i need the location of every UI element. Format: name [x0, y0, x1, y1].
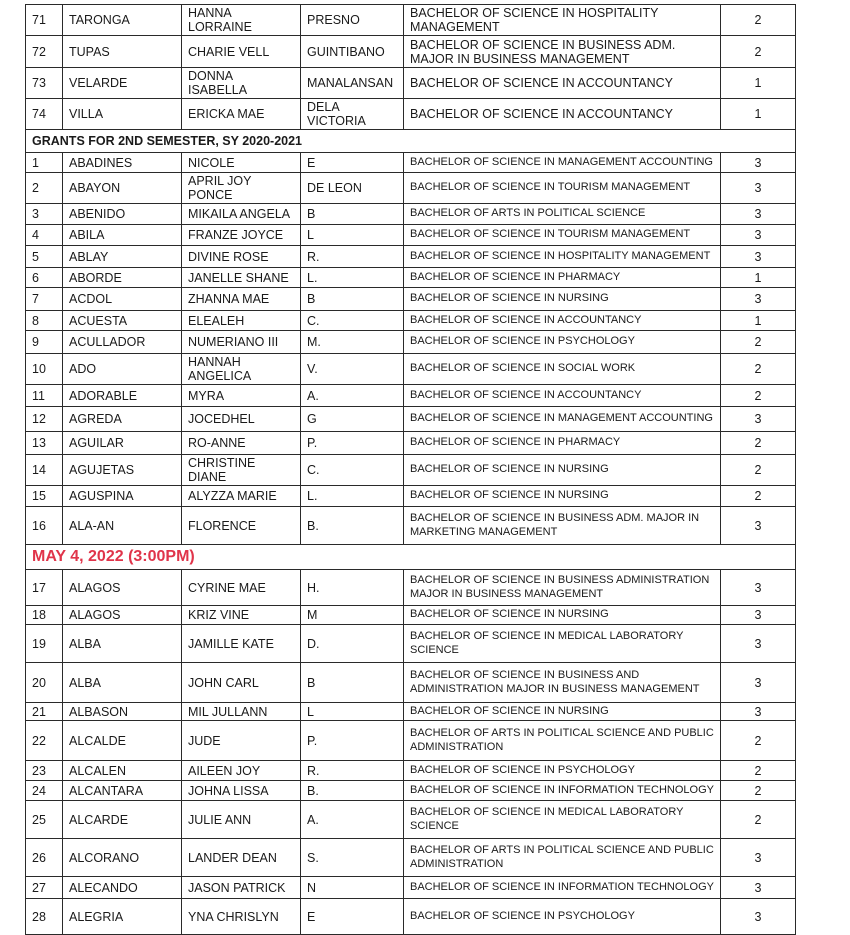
- table-row: [26, 407, 796, 432]
- middle-name-cell: C.: [301, 311, 404, 331]
- first-name-cell: JULIE ANN: [182, 801, 301, 839]
- year-level-cell: 3: [721, 570, 796, 606]
- first-name-cell: KRIZ VINE: [182, 606, 301, 625]
- course-name-cell: BACHELOR OF SCIENCE IN NURSING: [404, 606, 721, 625]
- first-name-cell: RO-ANNE: [182, 432, 301, 455]
- middle-name-cell: H.: [301, 570, 404, 606]
- last-name-cell: ABLAY: [63, 246, 182, 268]
- course-name-cell: BACHELOR OF SCIENCE IN ACCOUNTANCY: [404, 385, 721, 407]
- middle-name-cell: L.: [301, 268, 404, 288]
- row-number-cell: 27: [26, 877, 63, 899]
- last-name-cell: AGUILAR: [63, 432, 182, 455]
- first-name-cell: DONNA ISABELLA: [182, 68, 301, 99]
- middle-name-cell: V.: [301, 354, 404, 385]
- middle-name-cell: B: [301, 204, 404, 225]
- last-name-cell: ACUESTA: [63, 311, 182, 331]
- row-number-cell: 11: [26, 385, 63, 407]
- first-name-cell: APRIL JOY PONCE: [182, 173, 301, 204]
- row-number-cell: 1: [26, 153, 63, 173]
- last-name-cell: ABORDE: [63, 268, 182, 288]
- table-row: [26, 354, 796, 385]
- course-name-cell: BACHELOR OF SCIENCE IN NURSING: [404, 455, 721, 486]
- middle-name-cell: C.: [301, 455, 404, 486]
- course-name-cell: BACHELOR OF SCIENCE IN MANAGEMENT ACCOUNTING: [404, 407, 721, 432]
- middle-name-cell: DE LEON: [301, 173, 404, 204]
- year-level-cell: 3: [721, 877, 796, 899]
- first-name-cell: CYRINE MAE: [182, 570, 301, 606]
- year-level-cell: 3: [721, 225, 796, 246]
- course-name-cell: BACHELOR OF SCIENCE IN MEDICAL LABORATORY SCIENCE: [404, 625, 721, 663]
- row-number-cell: 2: [26, 173, 63, 204]
- last-name-cell: VELARDE: [63, 68, 182, 99]
- course-name-cell: BACHELOR OF SCIENCE IN PHARMACY: [404, 432, 721, 455]
- table-row: [26, 455, 796, 486]
- row-number-cell: 21: [26, 703, 63, 721]
- first-name-cell: JOHNA LISSA: [182, 781, 301, 801]
- first-name-cell: AILEEN JOY: [182, 761, 301, 781]
- row-number-cell: 9: [26, 331, 63, 354]
- table-row: [26, 153, 796, 173]
- middle-name-cell: B: [301, 663, 404, 703]
- table-row: [26, 703, 796, 721]
- grantee-table: [25, 4, 796, 935]
- course-name-cell: BACHELOR OF SCIENCE IN INFORMATION TECHNOLOGY: [404, 781, 721, 801]
- middle-name-cell: PRESNO: [301, 5, 404, 36]
- last-name-cell: ALCALEN: [63, 761, 182, 781]
- last-name-cell: ABENIDO: [63, 204, 182, 225]
- table-row: [26, 173, 796, 204]
- middle-name-cell: A.: [301, 385, 404, 407]
- first-name-cell: ELEALEH: [182, 311, 301, 331]
- row-number-cell: 6: [26, 268, 63, 288]
- first-name-cell: MIKAILA ANGELA: [182, 204, 301, 225]
- date-heading-row: [26, 545, 796, 570]
- middle-name-cell: P.: [301, 432, 404, 455]
- table-row: [26, 311, 796, 331]
- first-name-cell: NICOLE: [182, 153, 301, 173]
- year-level-cell: 3: [721, 703, 796, 721]
- year-level-cell: 3: [721, 625, 796, 663]
- first-name-cell: LANDER DEAN: [182, 839, 301, 877]
- course-name-cell: BACHELOR OF SCIENCE IN BUSINESS AND ADMINISTRATION MAJOR IN BUSINESS MANAGEMENT: [404, 663, 721, 703]
- row-number-cell: 8: [26, 311, 63, 331]
- course-name-cell: BACHELOR OF SCIENCE IN BUSINESS ADMINISTRATION MAJOR IN BUSINESS MANAGEMENT: [404, 570, 721, 606]
- row-number-cell: 19: [26, 625, 63, 663]
- first-name-cell: JASON PATRICK: [182, 877, 301, 899]
- year-level-cell: 1: [721, 99, 796, 130]
- year-level-cell: 2: [721, 331, 796, 354]
- middle-name-cell: L: [301, 703, 404, 721]
- first-name-cell: JOCEDHEL: [182, 407, 301, 432]
- row-number-cell: 25: [26, 801, 63, 839]
- row-number-cell: 13: [26, 432, 63, 455]
- year-level-cell: 3: [721, 899, 796, 935]
- row-number-cell: 17: [26, 570, 63, 606]
- year-level-cell: 2: [721, 5, 796, 36]
- last-name-cell: ADORABLE: [63, 385, 182, 407]
- row-number-cell: 20: [26, 663, 63, 703]
- year-level-cell: 2: [721, 781, 796, 801]
- first-name-cell: JAMILLE KATE: [182, 625, 301, 663]
- table-row: [26, 268, 796, 288]
- row-number-cell: 71: [26, 5, 63, 36]
- course-name-cell: BACHELOR OF SCIENCE IN ACCOUNTANCY: [404, 68, 721, 99]
- last-name-cell: ALECANDO: [63, 877, 182, 899]
- first-name-cell: JANELLE SHANE: [182, 268, 301, 288]
- last-name-cell: TUPAS: [63, 36, 182, 68]
- middle-name-cell: B.: [301, 507, 404, 545]
- last-name-cell: AGUSPINA: [63, 486, 182, 507]
- last-name-cell: ALAGOS: [63, 606, 182, 625]
- section-heading-row: [26, 130, 796, 153]
- date-heading: MAY 4, 2022 (3:00PM): [26, 545, 796, 570]
- row-number-cell: 4: [26, 225, 63, 246]
- table-row: [26, 721, 796, 761]
- year-level-cell: 3: [721, 173, 796, 204]
- table-row: [26, 486, 796, 507]
- last-name-cell: ALBA: [63, 663, 182, 703]
- year-level-cell: 3: [721, 204, 796, 225]
- course-name-cell: BACHELOR OF SCIENCE IN TOURISM MANAGEMENT: [404, 173, 721, 204]
- first-name-cell: NUMERIANO III: [182, 331, 301, 354]
- middle-name-cell: G: [301, 407, 404, 432]
- first-name-cell: MIL JULLANN: [182, 703, 301, 721]
- course-name-cell: BACHELOR OF SCIENCE IN PSYCHOLOGY: [404, 331, 721, 354]
- table-row: [26, 570, 796, 606]
- middle-name-cell: N: [301, 877, 404, 899]
- middle-name-cell: E: [301, 153, 404, 173]
- year-level-cell: 2: [721, 36, 796, 68]
- course-name-cell: BACHELOR OF SCIENCE IN ACCOUNTANCY: [404, 99, 721, 130]
- first-name-cell: HANNA LORRAINE: [182, 5, 301, 36]
- first-name-cell: CHRISTINE DIANE: [182, 455, 301, 486]
- table-row: [26, 877, 796, 899]
- year-level-cell: 2: [721, 432, 796, 455]
- last-name-cell: ALCALDE: [63, 721, 182, 761]
- middle-name-cell: A.: [301, 801, 404, 839]
- table-row: [26, 663, 796, 703]
- course-name-cell: BACHELOR OF SCIENCE IN BUSINESS ADM. MAJOR IN MARKETING MANAGEMENT: [404, 507, 721, 545]
- row-number-cell: 26: [26, 839, 63, 877]
- first-name-cell: ALYZZA MARIE: [182, 486, 301, 507]
- first-name-cell: JUDE: [182, 721, 301, 761]
- last-name-cell: AGUJETAS: [63, 455, 182, 486]
- course-name-cell: BACHELOR OF ARTS IN POLITICAL SCIENCE AND PUBLIC ADMINISTRATION: [404, 721, 721, 761]
- row-number-cell: 7: [26, 288, 63, 311]
- year-level-cell: 1: [721, 268, 796, 288]
- middle-name-cell: R.: [301, 761, 404, 781]
- course-name-cell: BACHELOR OF SCIENCE IN MANAGEMENT ACCOUNTING: [404, 153, 721, 173]
- last-name-cell: VILLA: [63, 99, 182, 130]
- course-name-cell: BACHELOR OF SCIENCE IN BUSINESS ADM. MAJOR IN BUSINESS MANAGEMENT: [404, 36, 721, 68]
- course-name-cell: BACHELOR OF SCIENCE IN TOURISM MANAGEMENT: [404, 225, 721, 246]
- last-name-cell: ALA-AN: [63, 507, 182, 545]
- course-name-cell: BACHELOR OF SCIENCE IN HOSPITALITY MANAGEMENT: [404, 5, 721, 36]
- table-row: [26, 761, 796, 781]
- year-level-cell: 3: [721, 288, 796, 311]
- table-row: [26, 246, 796, 268]
- year-level-cell: 3: [721, 606, 796, 625]
- middle-name-cell: D.: [301, 625, 404, 663]
- first-name-cell: ERICKA MAE: [182, 99, 301, 130]
- table-row: [26, 606, 796, 625]
- row-number-cell: 74: [26, 99, 63, 130]
- row-number-cell: 22: [26, 721, 63, 761]
- year-level-cell: 2: [721, 354, 796, 385]
- year-level-cell: 2: [721, 721, 796, 761]
- last-name-cell: ALEGRIA: [63, 899, 182, 935]
- last-name-cell: ABILA: [63, 225, 182, 246]
- table-row: [26, 288, 796, 311]
- year-level-cell: 3: [721, 153, 796, 173]
- row-number-cell: 16: [26, 507, 63, 545]
- middle-name-cell: MANALANSAN: [301, 68, 404, 99]
- middle-name-cell: GUINTIBANO: [301, 36, 404, 68]
- middle-name-cell: S.: [301, 839, 404, 877]
- last-name-cell: ACULLADOR: [63, 331, 182, 354]
- row-number-cell: 5: [26, 246, 63, 268]
- year-level-cell: 2: [721, 385, 796, 407]
- first-name-cell: FRANZE JOYCE: [182, 225, 301, 246]
- course-name-cell: BACHELOR OF SCIENCE IN PSYCHOLOGY: [404, 899, 721, 935]
- row-number-cell: 24: [26, 781, 63, 801]
- middle-name-cell: P.: [301, 721, 404, 761]
- middle-name-cell: R.: [301, 246, 404, 268]
- year-level-cell: 2: [721, 761, 796, 781]
- course-name-cell: BACHELOR OF SCIENCE IN NURSING: [404, 288, 721, 311]
- table-row: [26, 99, 796, 130]
- last-name-cell: AGREDA: [63, 407, 182, 432]
- table-row: [26, 625, 796, 663]
- first-name-cell: CHARIE VELL: [182, 36, 301, 68]
- row-number-cell: 10: [26, 354, 63, 385]
- course-name-cell: BACHELOR OF ARTS IN POLITICAL SCIENCE: [404, 204, 721, 225]
- first-name-cell: MYRA: [182, 385, 301, 407]
- row-number-cell: 18: [26, 606, 63, 625]
- row-number-cell: 3: [26, 204, 63, 225]
- row-number-cell: 28: [26, 899, 63, 935]
- course-name-cell: BACHELOR OF SCIENCE IN MEDICAL LABORATORY SCIENCE: [404, 801, 721, 839]
- row-number-cell: 73: [26, 68, 63, 99]
- row-number-cell: 14: [26, 455, 63, 486]
- row-number-cell: 12: [26, 407, 63, 432]
- year-level-cell: 3: [721, 507, 796, 545]
- table-row: [26, 5, 796, 36]
- course-name-cell: BACHELOR OF SCIENCE IN PSYCHOLOGY: [404, 761, 721, 781]
- last-name-cell: ALBA: [63, 625, 182, 663]
- year-level-cell: 3: [721, 407, 796, 432]
- year-level-cell: 1: [721, 311, 796, 331]
- middle-name-cell: E: [301, 899, 404, 935]
- first-name-cell: JOHN CARL: [182, 663, 301, 703]
- table-row: [26, 331, 796, 354]
- first-name-cell: ZHANNA MAE: [182, 288, 301, 311]
- first-name-cell: FLORENCE: [182, 507, 301, 545]
- last-name-cell: TARONGA: [63, 5, 182, 36]
- grantee-table-body: [26, 5, 796, 935]
- table-row: [26, 899, 796, 935]
- last-name-cell: ADO: [63, 354, 182, 385]
- first-name-cell: DIVINE ROSE: [182, 246, 301, 268]
- middle-name-cell: B.: [301, 781, 404, 801]
- middle-name-cell: DELA VICTORIA: [301, 99, 404, 130]
- year-level-cell: 3: [721, 839, 796, 877]
- table-row: [26, 507, 796, 545]
- last-name-cell: ABADINES: [63, 153, 182, 173]
- table-row: [26, 204, 796, 225]
- last-name-cell: ABAYON: [63, 173, 182, 204]
- last-name-cell: ALCARDE: [63, 801, 182, 839]
- last-name-cell: ALBASON: [63, 703, 182, 721]
- middle-name-cell: L: [301, 225, 404, 246]
- year-level-cell: 2: [721, 486, 796, 507]
- last-name-cell: ALAGOS: [63, 570, 182, 606]
- year-level-cell: 2: [721, 801, 796, 839]
- first-name-cell: HANNAH ANGELICA: [182, 354, 301, 385]
- middle-name-cell: M.: [301, 331, 404, 354]
- year-level-cell: 1: [721, 68, 796, 99]
- last-name-cell: ALCANTARA: [63, 781, 182, 801]
- row-number-cell: 15: [26, 486, 63, 507]
- course-name-cell: BACHELOR OF SCIENCE IN PHARMACY: [404, 268, 721, 288]
- course-name-cell: BACHELOR OF SCIENCE IN NURSING: [404, 486, 721, 507]
- middle-name-cell: M: [301, 606, 404, 625]
- table-row: [26, 68, 796, 99]
- table-row: [26, 385, 796, 407]
- last-name-cell: ACDOL: [63, 288, 182, 311]
- year-level-cell: 3: [721, 663, 796, 703]
- course-name-cell: BACHELOR OF ARTS IN POLITICAL SCIENCE AND PUBLIC ADMINISTRATION: [404, 839, 721, 877]
- table-row: [26, 839, 796, 877]
- table-row: [26, 801, 796, 839]
- middle-name-cell: B: [301, 288, 404, 311]
- year-level-cell: 2: [721, 455, 796, 486]
- first-name-cell: YNA CHRISLYN: [182, 899, 301, 935]
- course-name-cell: BACHELOR OF SCIENCE IN SOCIAL WORK: [404, 354, 721, 385]
- table-row: [26, 432, 796, 455]
- last-name-cell: ALCORANO: [63, 839, 182, 877]
- year-level-cell: 3: [721, 246, 796, 268]
- course-name-cell: BACHELOR OF SCIENCE IN HOSPITALITY MANAGEMENT: [404, 246, 721, 268]
- course-name-cell: BACHELOR OF SCIENCE IN INFORMATION TECHNOLOGY: [404, 877, 721, 899]
- middle-name-cell: L.: [301, 486, 404, 507]
- row-number-cell: 72: [26, 36, 63, 68]
- table-row: [26, 781, 796, 801]
- row-number-cell: 23: [26, 761, 63, 781]
- course-name-cell: BACHELOR OF SCIENCE IN ACCOUNTANCY: [404, 311, 721, 331]
- section-heading: GRANTS FOR 2ND SEMESTER, SY 2020-2021: [26, 130, 796, 153]
- table-row: [26, 225, 796, 246]
- course-name-cell: BACHELOR OF SCIENCE IN NURSING: [404, 703, 721, 721]
- table-row: [26, 36, 796, 68]
